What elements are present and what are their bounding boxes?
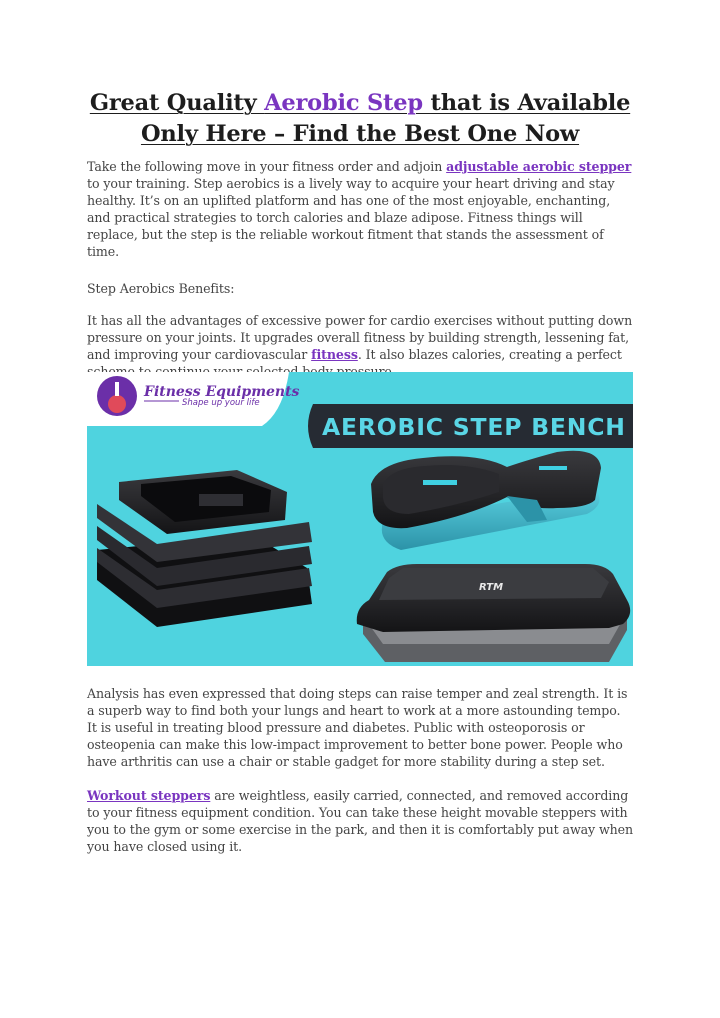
workout-steppers-link[interactable]: Workout steppers [87,788,211,803]
benefits-subheading: Step Aerobics Benefits: [87,281,235,296]
intro-text-1: Take the following move in your fitness order and adjoin [87,159,447,174]
article [87,88,633,380]
banner-artwork [87,372,633,666]
brand-name: Fitness Equipments [144,384,300,400]
title-pre: Great Quality [89,90,265,116]
workout-steppers-paragraph [87,787,633,855]
workout-steppers-text: are weightless, easily carried, connected, and removed according to your fitness equipment condition. You can take these height movable steppers with you to the gym or some exercise in the park, and then it is comfortably put away when you have closed using it. [87,788,634,854]
banner-title: AEROBIC STEP BENCH [322,413,626,441]
title-post: that is Available Only Here – Find the Best One Now [140,90,631,147]
aerobic-step-banner-image [87,372,633,666]
page-title [87,88,633,150]
benefits-text-1: It has all the advantages of excessive power for cardio exercises without putting down pressure on your joints. It upgrades overall fitness by building strength, lessening fat, and improving your cardiovascular [87,313,633,362]
title-highlight: Aerobic Step [264,90,431,116]
brand-tagline: Shape up your life [182,398,260,408]
analysis-paragraph: Analysis has even expressed that doing steps can raise temper and zeal strength. It is a superb way to find both your lungs and heart to work at a more astounding tempo. It is useful in treating blood pressure and diabetes. Public with osteoporosis or osteopenia can make this low-impact improvement to better bone power. People who have arthritis can use a chair or stable gadget for more stability during a step set. [87,686,628,769]
adjustable-stepper-link[interactable]: adjustable aerobic stepper [446,159,632,174]
benefits-paragraph [87,312,633,380]
bench-logo: RTM [479,582,504,593]
rectangular-step-bench [357,564,630,662]
intro-text-2: to your training. Step aerobics is a lively way to acquire your heart driving and stay healthy. It’s on an uplifted platform and has one of the most enjoyable, enchanting, and practical strategies to torch calories and blaze adipose. Fitness things will replace, but the step is the reliable workout fitment that stands the assessment of time. [87,176,615,259]
fitness-link[interactable]: fitness [311,347,358,362]
intro-paragraph [87,158,633,260]
benefits-text-2: . It also blazes calories, creating a perfect [357,347,622,362]
